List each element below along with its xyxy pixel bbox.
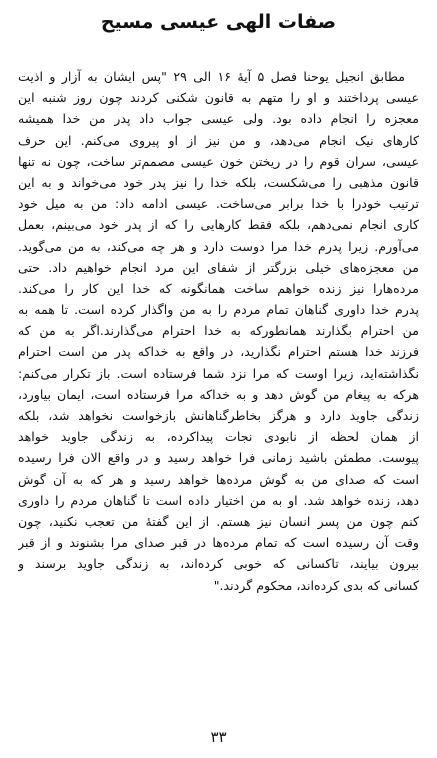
text-line-5: عیسی، سران قوم را در ریختن خون عیسی مصمم‌تر ساخت، چون نه تنها — [18, 153, 419, 169]
text-line-13: من احترام بگذارند همانطورکه به خدا احترام می‌گذارند.اگر به من که — [18, 323, 419, 339]
text-line-4: کارهای نیک انجام می‌دهد، و من نیز از او پیروی می‌کنم. این حرف — [18, 132, 419, 148]
text-line-2: عیسی پرداختند و او را متهم به قانون شکنی کردند چون روز شنبه این — [18, 90, 419, 106]
text-line-6: قانون مذهبی را می‌شکست، بلکه خدا را نیز پدر خود می‌خواند و به این — [18, 174, 419, 190]
text-line-23: وقت آن رسیده است که تمام مرده‌ها در قبر صدای مرا بشنوند و از قبر — [18, 535, 419, 551]
text-line-11: مرده‌هارا نیز زنده خواهم ساخت همانگونه که خدا این کار را می‌کند. — [18, 280, 419, 296]
text-line-19: پیوست. مطمئن باشید زمانی فرا خواهد رسید و در واقع الان فرا رسیده — [18, 450, 419, 466]
text-line-3: معجزه را انجام داده بود. ولی عیسی جواب داد پدر من خدا همیشه — [18, 111, 419, 127]
page-number: ۳۳ — [210, 728, 227, 746]
text-line-24: بیرون بیایند، تاکسانی که خوبی کرده‌اند، به زندگی جاوید برسند و — [18, 556, 419, 572]
text-line-25: کسانی که بدی کرده‌اند، محکوم گردند." — [213, 577, 419, 593]
text-line-16: هرکه به پیغام من گوش دهد و به خداکه مرا فرستاده است، ایمان بیاورد، — [18, 386, 419, 402]
text-line-20: است که صدای من به گوش مرده‌ها خواهد رسید و هر که به آن گوش — [18, 471, 419, 487]
text-line-15: نگذاشته‌اید، زیرا اوست که مرا نزد شما فرستاده است. باز تکرار می‌کنم: — [18, 365, 419, 381]
text-line-9: می‌آورم. زیرا پدرم خدا مرا دوست دارد و هر چه می‌کند، به من می‌گوید. — [18, 238, 419, 254]
text-line-21: دهد، زنده خواهد شد. او به من اختیار داده است تا گناهان مردم را داوری — [18, 492, 419, 508]
text-line-7: ترتیب خودرا با خدا برابر می‌ساخت. عیسی ادامه داد: من به میل خود — [18, 196, 419, 212]
text-line-10: من معجزه‌های خیلی بزرگتر از شفای این مرد انجام خواهیم داد. حتی — [18, 259, 419, 275]
text-line-8: کاری انجام نمی‌دهم، بلکه فقط کارهایی را که از پدر خود می‌بینم، بعمل — [18, 217, 419, 233]
text-line-22: کنم چون من پسر انسان نیز هستم. از این گفتهٔ من تعجب نکنید، چون — [18, 513, 419, 529]
text-line-18: از همان لحظه از نابودی نجات پیداکرده، به زندگی جاوید خواهد — [18, 429, 419, 445]
text-line-17: زندگی جاوید دارد و هرگز بخاطرگناهانش بازخواست نخواهد شد، بلکه — [18, 408, 419, 423]
text-line-12: پدرم خدا داوری گناهان تمام مردم را به من واگذار کرده است. تا همه به — [18, 302, 419, 318]
text-line-14: فرزند خدا هستم احترام نگذارید، در واقع به خداکه پدر من است احترام — [18, 344, 419, 360]
page-title: صفات الهی عیسی مسیح — [100, 11, 337, 33]
text-line-1: مطابق انجیل یوحنا فصل ۵ آیهٔ ۱۶ الی ۲۹ "پس ایشان به آزار و اذیت — [18, 69, 405, 84]
body-text — [18, 66, 419, 596]
